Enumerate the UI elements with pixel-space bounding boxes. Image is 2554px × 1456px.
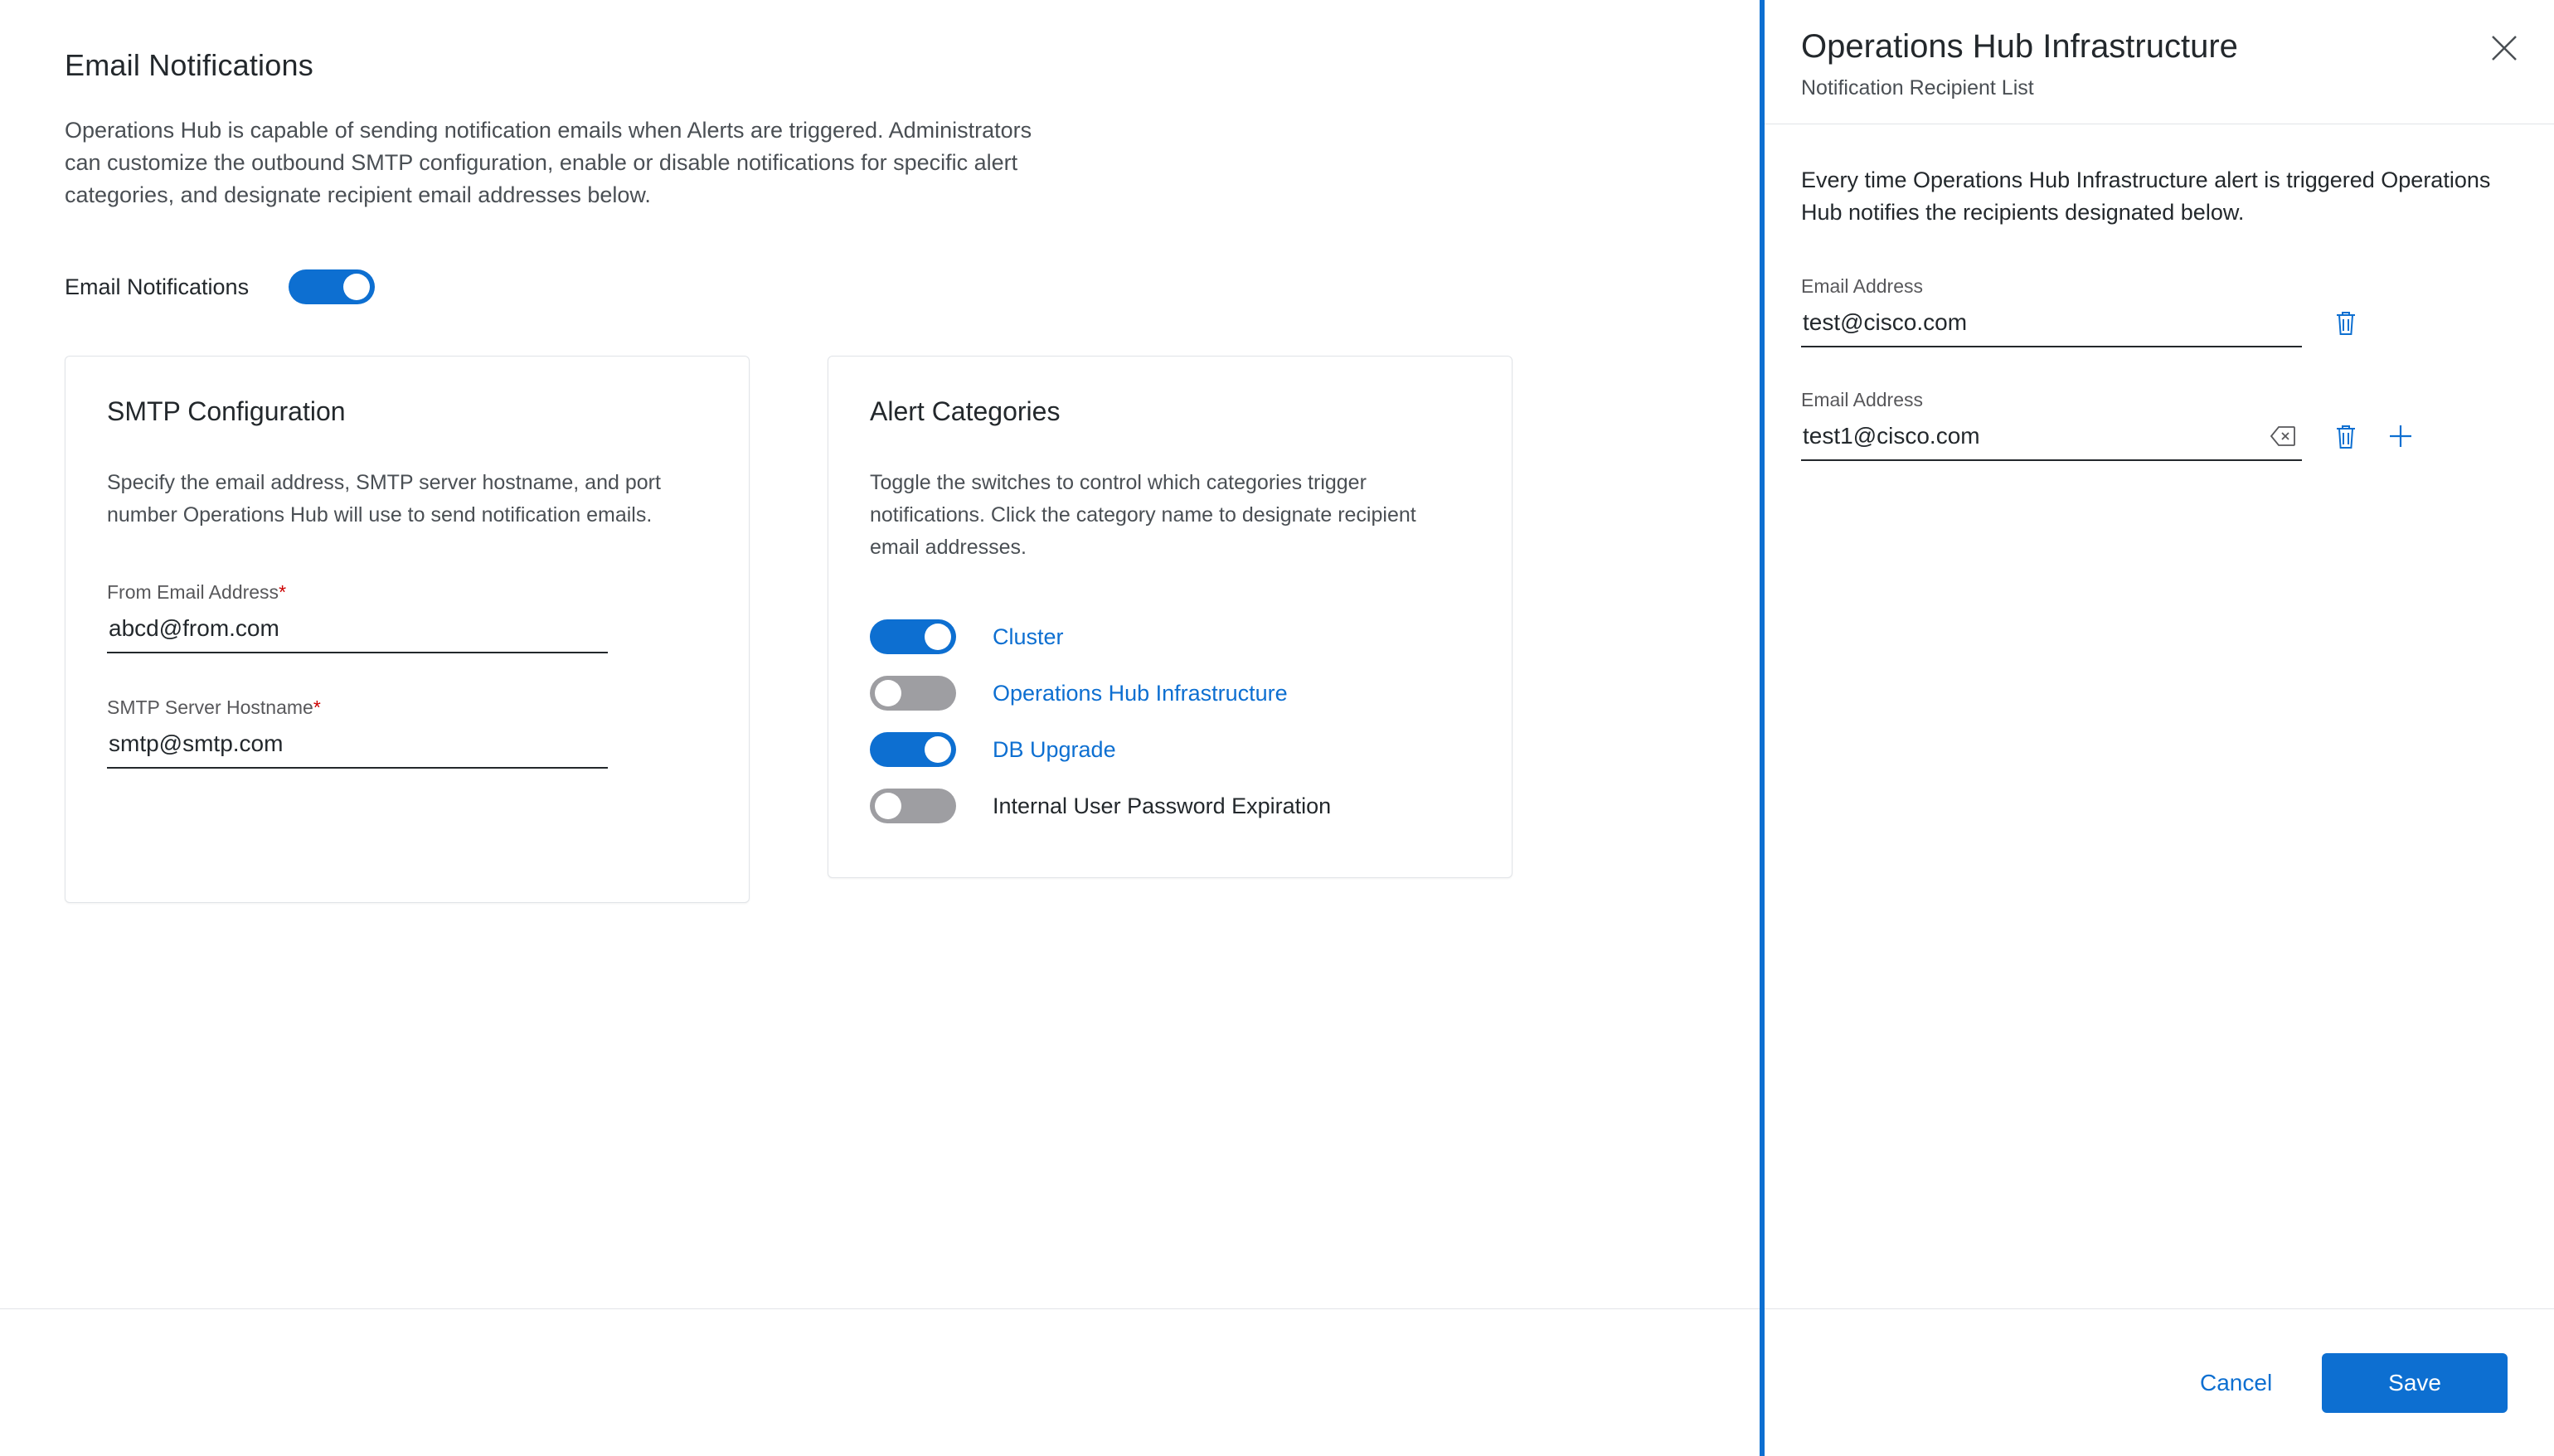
recipient-row-actions-1 — [2333, 308, 2358, 347]
smtp-card-description: Specify the email address, SMTP server hostname, and port number Operations Hub will use to send notification emails. — [107, 471, 661, 527]
drawer-body — [1765, 124, 2554, 461]
toggle-knob — [875, 793, 901, 819]
alert-link-operations-hub-infrastructure[interactable]: Operations Hub Infrastructure — [993, 680, 1288, 706]
smtp-configuration-card — [65, 356, 750, 903]
delete-icon[interactable] — [2333, 308, 2358, 341]
alert-category-row — [870, 614, 1470, 660]
alert-category-list — [870, 614, 1470, 829]
from-email-address-input[interactable] — [107, 612, 608, 653]
alert-label-internal-user-password-expiration: Internal User Password Expiration — [993, 793, 1332, 818]
smtp-server-hostname-label-text: SMTP Server Hostname — [107, 696, 313, 718]
drawer-title: Operations Hub Infrastructure — [1801, 28, 2238, 65]
alert-toggle-operations-hub-infrastructure[interactable] — [870, 676, 956, 711]
alert-toggle-db-upgrade[interactable] — [870, 732, 956, 767]
save-button[interactable]: Save — [2322, 1353, 2508, 1413]
drawer-footer — [1765, 1308, 2554, 1456]
alert-toggle-cluster[interactable] — [870, 619, 956, 654]
recipient-row-actions-2 — [2333, 422, 2415, 461]
settings-cards — [65, 356, 1695, 903]
recipient-row — [1801, 389, 2508, 461]
smtp-card-title: SMTP Configuration — [107, 396, 346, 426]
toggle-knob — [875, 680, 901, 706]
recipient-row — [1801, 275, 2508, 347]
drawer-description: Every time Operations Hub Infrastructure alert is triggered Operations Hub notifies the recipients designated below. — [1801, 167, 2491, 225]
recipient-email-label-2: Email Address — [1801, 389, 1924, 410]
recipient-email-field-2 — [1801, 389, 2302, 461]
clear-input-icon[interactable] — [2270, 425, 2295, 451]
smtp-server-hostname-input[interactable] — [107, 727, 608, 769]
page-title: Email Notifications — [65, 48, 313, 82]
delete-icon[interactable] — [2333, 422, 2358, 454]
recipient-email-input-2[interactable] — [1801, 420, 2302, 461]
alert-categories-description: Toggle the switches to control which categories trigger notifications. Click the category name to designate recipient email addresses. — [870, 471, 1416, 559]
recipient-email-label-1: Email Address — [1801, 275, 1924, 297]
add-recipient-icon[interactable] — [2386, 422, 2415, 454]
from-email-address-label — [107, 581, 707, 604]
main-footer-divider — [0, 1308, 1760, 1309]
alert-categories-card — [828, 356, 1512, 878]
email-notifications-toggle-label: Email Notifications — [65, 274, 250, 299]
toggle-knob — [925, 624, 951, 650]
cancel-button[interactable]: Cancel — [2193, 1361, 2279, 1405]
from-email-address-field — [107, 581, 707, 653]
smtp-server-hostname-label — [107, 696, 707, 719]
email-notifications-toggle-row — [65, 269, 1695, 304]
page-description: Operations Hub is capable of sending notification emails when Alerts are triggered. Administrators can customize the outbound SMTP configuration, enable or disable notifications for specific alert categories, and designate recipient email addresses below. — [65, 118, 1032, 207]
required-marker: * — [279, 581, 287, 603]
close-icon[interactable] — [2486, 30, 2522, 66]
email-notifications-toggle[interactable] — [289, 269, 375, 304]
smtp-server-hostname-field — [107, 696, 707, 769]
alert-category-row — [870, 726, 1470, 773]
recipient-list-drawer — [1760, 0, 2554, 1456]
alert-category-row — [870, 783, 1470, 829]
from-email-address-label-text: From Email Address — [107, 581, 279, 603]
drawer-header — [1765, 0, 2554, 124]
alert-toggle-internal-user-password-expiration[interactable] — [870, 789, 956, 823]
alert-category-row — [870, 670, 1470, 716]
alert-categories-title: Alert Categories — [870, 396, 1061, 426]
required-marker: * — [313, 696, 321, 718]
alert-link-db-upgrade[interactable]: DB Upgrade — [993, 736, 1116, 762]
recipient-email-input-1[interactable] — [1801, 306, 2302, 347]
alert-link-cluster[interactable]: Cluster — [993, 624, 1064, 649]
toggle-knob — [925, 736, 951, 763]
recipient-email-field-1 — [1801, 275, 2302, 347]
toggle-knob — [343, 274, 370, 300]
drawer-subtitle: Notification Recipient List — [1801, 76, 2034, 99]
